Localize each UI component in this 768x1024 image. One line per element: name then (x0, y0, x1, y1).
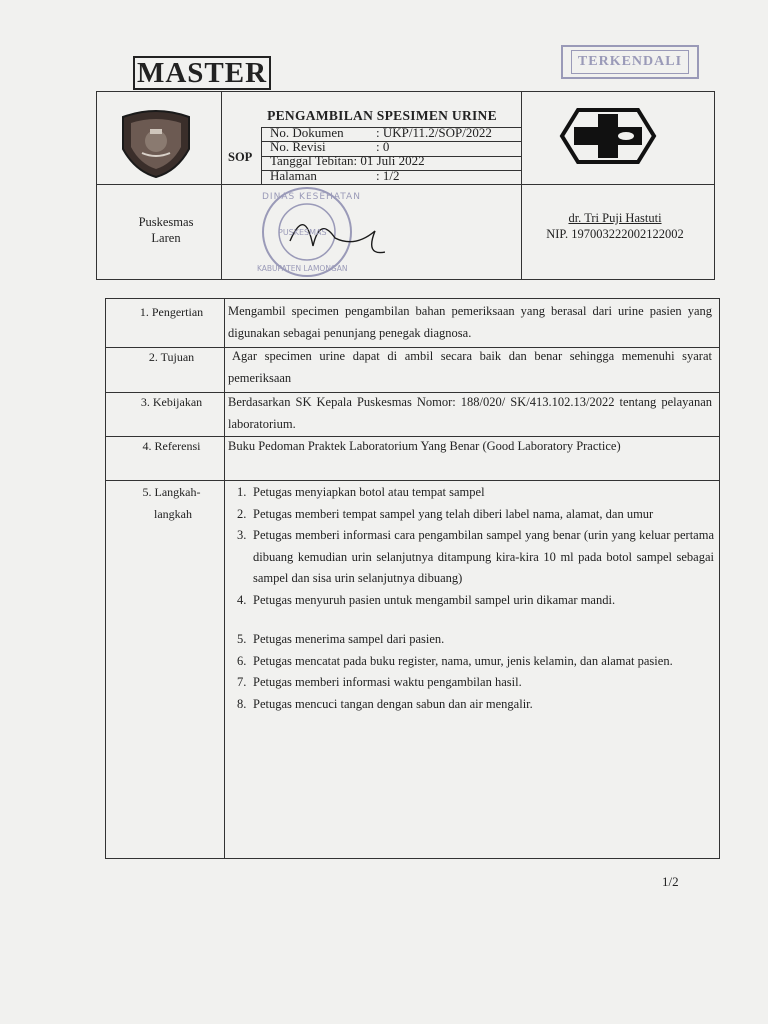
master-stamp: MASTER (133, 56, 271, 90)
meta-key: No. Dokumen (270, 125, 344, 140)
signer-block (517, 210, 713, 242)
step-item: 5. Petugas menerima sampel dari pasien. (237, 632, 445, 646)
section-label-referensi: 4. Referensi (142, 439, 201, 453)
meta-value: : 0 (376, 139, 390, 154)
controlled-stamp (561, 45, 699, 79)
puskesmas-name (107, 214, 225, 246)
page-number: 1/2 (662, 874, 679, 889)
meta-value: : 01 Juli 2022 (353, 153, 425, 168)
meta-value: : UKP/11.2/SOP/2022 (376, 125, 492, 140)
step-item: 3. Petugas memberi informasi cara pengambilan sampel yang benar (urin yang keluar pertama dibuang kemudian urin selanjutnya ditampung kira-kira 10 ml pada botol sampel sebagai sampel dan sisa urin selanjutnya dibuang) (237, 528, 714, 585)
procedure-steps (228, 482, 714, 715)
section-text-kebijakan: Berdasarkan SK Kepala Puskesmas Nomor: 188/020/ SK/413.102.13/2022 tentang pelayanan laboratorium. (228, 395, 712, 431)
section-text-tujuan: Agar specimen urine dapat di ambil secara baik dan benar sehingga memenuhi syarat pemeriksaan (228, 349, 712, 385)
meta-tanggal-terbitan (270, 153, 425, 169)
section-label-kebijakan: 3. Kebijakan (140, 395, 203, 409)
section-text-pengertian: Mengambil specimen pengambilan bahan pemeriksaan yang berasal dari urine pasien yang digunakan sebagai penunjang penegak diagnosa. (228, 304, 712, 340)
puskesmas-line-1: Puskesmas (138, 215, 194, 229)
step-item: 8. Petugas mencuci tangan dengan sabun dan air mengalir. (237, 696, 533, 711)
section-label-tujuan: 2. Tujuan (148, 350, 195, 364)
step-item: 4. Petugas menyuruh pasien untuk mengambil sampel urin dikamar mandi. (237, 592, 616, 607)
section-label-langkah: 5. Langkah- langkah (142, 485, 201, 521)
signer-nip: NIP. 197003222002122002 (546, 227, 684, 241)
step-item: 2. Petugas memberi tempat sampel yang telah diberi label nama, alamat, dan umur (237, 506, 654, 521)
controlled-stamp-text: TERKENDALI (571, 50, 689, 74)
sop-header-table (96, 91, 715, 280)
step-item: 1. Petugas menyiapkan botol atau tempat sampel (237, 485, 485, 499)
meta-key: Halaman (270, 168, 317, 183)
health-cross-logo-icon (558, 100, 658, 172)
signer-name: dr. Tri Puji Hastuti (568, 211, 662, 225)
sop-content-table (105, 298, 720, 859)
meta-value: : 1/2 (376, 168, 400, 183)
seal-bottom-text: KABUPATEN LAMONGAN (257, 264, 348, 273)
puskesmas-line-2: Laren (151, 231, 181, 245)
meta-halaman (270, 168, 399, 184)
step-item: 7. Petugas memberi informasi waktu pengambilan hasil. (237, 675, 522, 689)
step-item: 6. Petugas mencatat pada buku register, nama, umur, jenis kelamin, dan alamat pasien. (237, 653, 673, 668)
section-label-pengertian: 1. Pengertian (139, 305, 204, 319)
seal-middle-text: PUSKESMAS (278, 228, 327, 237)
meta-key: No. Revisi (270, 139, 326, 154)
sop-label: SOP (228, 150, 253, 164)
document-title: PENGAMBILAN SPESIMEN URINE (267, 108, 497, 123)
seal-top-text: DINAS KESEHATAN (262, 192, 361, 202)
meta-key: Tanggal Tebitan (270, 153, 354, 168)
section-text-referensi: Buku Pedoman Praktek Laboratorium Yang Benar (Good Laboratory Practice) (228, 439, 621, 453)
regency-emblem-icon (117, 107, 195, 179)
